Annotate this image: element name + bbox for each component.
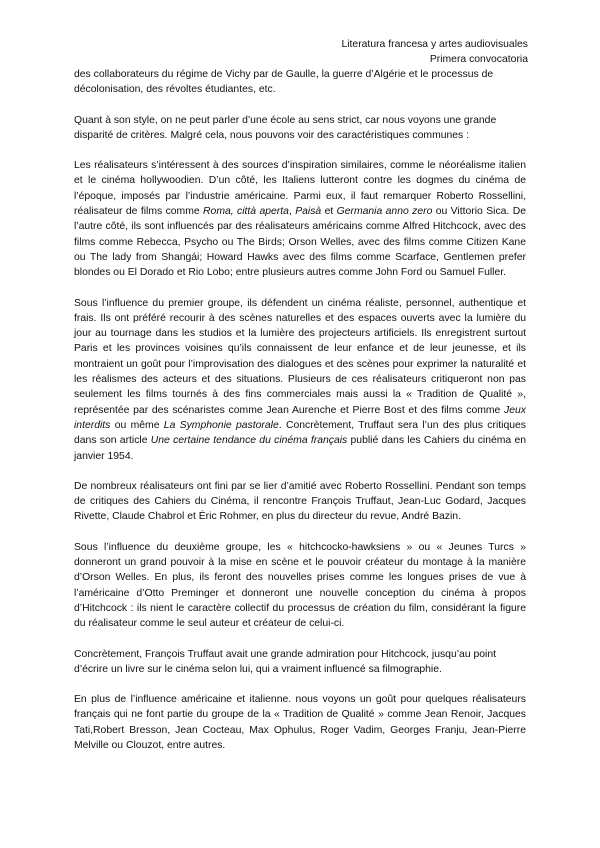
film-title: Germania anno zero xyxy=(336,206,433,218)
film-title: La Symphonie pastorale xyxy=(163,419,279,431)
film-title: Roma, città aperta xyxy=(203,206,289,218)
paragraph-rossellini: De nombreux réalisateurs ont fini par se lier d’amitié avec Roberto Rossellini. Pendant son temps de critiques des Cahiers du Cinéma, il rencontre François Truffaut, Jean-Luc Godard, Jacques Rivette, Claude Chabrol et Éric Rohmer, en plus du directeur du revue, André Bazin. xyxy=(74,480,526,523)
paragraph-french-directors: En plus de l’influence américaine et italienne. nous voyons un goût pour quelques réalisateurs français qui ne font partie du groupe de la « Tradition de Qualité » comme Jean Renoir, Jacques Tati,Robert Bresson, Jean Cocteau, Max Ophulus, Roger Vadim, Georges Franju, Jean-Pierre Melville ou Clouzot, entre autres. xyxy=(74,694,526,751)
paragraph-style: Quant à son style, on ne peut parler d’une école au sens strict, car nous voyons une grande disparité de critères. Malgré cela, nous pouvons voir des caractéristiques communes : xyxy=(74,114,497,141)
header-session: Primera convocatoria xyxy=(429,54,528,65)
paragraph-truffaut-hitchcock: Concrètement, François Truffaut avait une grande admiration pour Hitchcock, jusqu’au point d’écrire un livre sur le cinéma selon lui, qui a vraiment influencé sa filmographie. xyxy=(74,648,497,675)
paragraph-context: des collaborateurs du régime de Vichy par de Gaulle, la guerre d’Algérie et le processus de décolonisation, des révoltes étudiantes, etc. xyxy=(74,69,494,96)
film-title: Jeux interdits xyxy=(74,404,526,431)
film-title: Paisà xyxy=(295,206,322,218)
paragraph-second-group: Sous l’influence du deuxième groupe, les « hitchcocko-hawksiens » ou « Jeunes Turcs » donneront un grand pouvoir à la mise en scène et le pouvoir créateur du montage à la manière d’Orson Welles. En plus, ils feront des nouvelles prises comme les longues prises de vue à l’américaine d’Otto Preminger et donneront une nouvelle conception du cinéma à propos d’Hitchcock : ils nient le caractère collectif du processus de création du film, considérant la figure du réalisateur comme le seul auteur et créateur de celui-ci. xyxy=(74,541,526,630)
page-header xyxy=(341,37,528,67)
document-body xyxy=(74,67,526,768)
article-title: Une certaine tendance du cinéma français xyxy=(150,435,348,447)
paragraph-first-group: Sous l’influence du premier groupe, ils défendent un cinéma réaliste, personnel, authentique et frais. Ils ont préféré recourir à des scènes naturelles et des espaces ouverts avec la lumière du jour au tournage dans les studios et la lumière des projecteurs artificiels. Ils enregistrent surtout Paris et les provinces voisines qu’ils connaissent de leur enfance et de leur jeunesse, et ils montraient un goût pour l’improvisation des dialogues et des scènes pour exprimer la naturalité et les réalismes des acteurs et des situations. Plusieurs de ces réalisateurs critiqueront non pas seulement les films tournés à des fins commerciales mais aussi la « Tradition de Qualité », représentée par des scénaristes comme Jean Aurenche et Pierre Bost et des films comme Jeux interdits ou même La Symphonie pastorale. Concrètement, Truffaut sera l’un des plus critiques dans son article Une certaine tendance du cinéma français publié dans les Cahiers du cinéma en janvier 1954. xyxy=(74,297,527,462)
paragraph-influences: Les réalisateurs s’intéressent à des sources d’inspiration similaires, comme le néoréalisme italien et le cinéma hollywoodien. D’un côté, les Italiens lutteront contre les dogmes du cinéma de l’époque, imposés par l’industrie américaine. Parmi eux, il faut remarquer Roberto Rossellini, réalisateur de films comme Roma, città aperta, Paisà et Germania anno zero ou Vittorio Sica. De l’autre côté, ils sont influencés par des réalisateurs américains comme Alfred Hitchcock, avec des films comme Rebecca, Psycho ou The Birds; Orson Welles, avec des films comme Citizen Kane ou The lady from Shangái; Howard Hawks avec des films comme Scarface, Gentlemen prefer blondes ou El Dorado et Rio Lobo; entre plusieurs autres comme John Ford ou Samuel Fuller. xyxy=(74,160,526,279)
header-course-title: Literatura francesa y artes audiovisuales xyxy=(341,39,528,50)
